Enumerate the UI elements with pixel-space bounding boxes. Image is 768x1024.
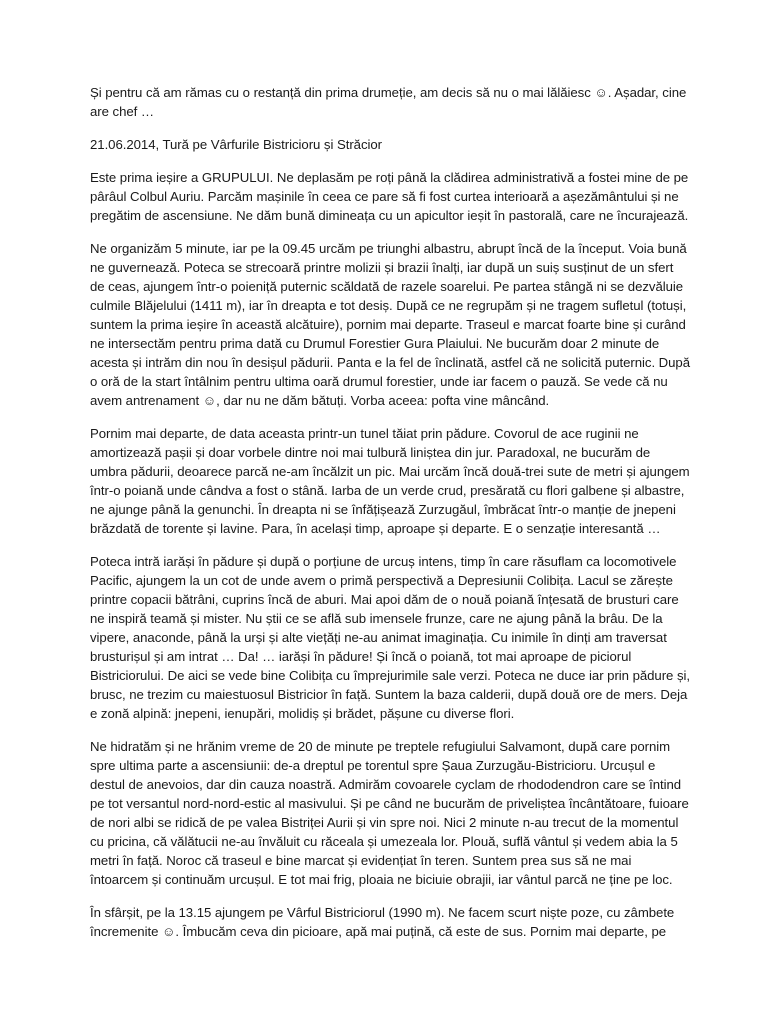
paragraph-ascent: Ne organizăm 5 minute, iar pe la 09.45 urcăm pe triunghi albastru, abrupt încă de la început. Voia bună ne guvernează. Poteca se strecoară printre molizii și brazii înalți, iar după un suiș susținut de un sfert de ceas, ajungem într-o poieniță puternic scăldată de razele soarelui. Pe partea stângă ni se dezvăluie culmile Blăjelului (1411 m), iar în dreapta e tot desiș. După ce ne regrupăm și ne tragem sufletul (totuși, suntem la prima ieșire în această alcătuire), pornim mai departe. Traseul e marcat foarte bine și curând ne intersectăm pentru prima dată cu Drumul Forestier Gura Plaiului. Ne bucurăm doar 2 minute de acesta și intrăm din nou în desișul pădurii. Panta e la fel de înclinată, astfel că ne solicită puternic. După o oră de la start întâlnim pentru ultima oară drumul forestier, unde iar facem o pauză. Se vede că nu avem antrenament ☺, dar nu ne dăm bătuți. Vorba aceea: pofta vine mâncând. [90, 241, 691, 408]
paragraph-salvamont: Ne hidratăm și ne hrănim vreme de 20 de minute pe treptele refugiului Salvamont, după care pornim spre ultima parte a ascensiunii: de-a dreptul pe torentul spre Șaua Zurzugău-Bistricioru. Urcușul e destul de anevoios, dar din cauza noastră. Admirăm covoarele cyclam de rhododendron care se întind pe tot versantul nord-nord-estic al masivului. Și pe când ne bucurăm de priveliștea încântătoare, fuioare de nori albi se ridică de pe valea Bistriței Aurii și vin spre noi. Nici 2 minute n-au trecut de la momentul cu pricina, că vălătucii ne-au învăluit cu răceala și umezeala lor. Plouă, suflă vântul și vedem abia la 5 metri în față. Noroc că traseul e bine marcat și evidențiat în teren. Suntem prea sus să ne mai întoarcem și continuăm urcușul. E tot mai frig, ploaia ne biciuie obrajii, iar vântul parcă ne ține pe loc. [90, 739, 689, 887]
paragraph-colibita: Poteca intră iarăși în pădure și după o porțiune de urcuș intens, timp în care răsuflam ca locomotivele Pacific, ajungem la un cot de unde avem o primă perspectivă a Depresiunii Colibița. Lacul se zărește printre copacii bătrâni, cuprins încă de aburi. Mai apoi dăm de o nouă poiană înțesată de brusturi care ne inspiră teamă și mister. Nu știi ce se află sub imensele frunze, care ne ajung până la brâu. De la vipere, anaconde, până la urși și alte viețăți ne-au animat imaginația. Cu inimile în dinți am traversat brusturișul și am intrat … Da! … iarăși în pădure! Și încă o poiană, tot mai aproape de piciorul Bistriciorului. De aici se vede bine Colibița cu împrejurimile sale verzi. Poteca ne duce iar prin pădure și, brusc, ne trezim cu maiestuosul Bistricior în față. Suntem la baza calderii, după două ore de mers. Deja e zonă alpină: jnepeni, ienupări, molidiș și brădet, pășune cu diverse flori. [90, 554, 690, 721]
document-page [90, 83, 690, 955]
paragraph-tunnel: Pornim mai departe, de data aceasta printr-un tunel tăiat prin pădure. Covorul de ace ruginii ne amortizează pașii și doar vorbele dintre noi mai tulbură liniștea din jur. Paradoxal, ne bucurăm de umbra pădurii, deoarece parcă ne-am încălzit un pic. Mai urcăm încă două-trei sute de metri și ajungem într-o poiană unde cândva a fost o stână. Iarba de un verde crud, presărată cu flori galbene și albastre, ne ajunge până la genunchi. În dreapta ni se înfățișează Zurzugăul, îmbrăcat într-o manție de jnepeni brăzdată de torente și lavine. Para, în același timp, aproape și departe. E o senzație interesantă … [90, 426, 690, 536]
intro-paragraph: Și pentru că am rămas cu o restanță din prima drumeție, am decis să nu o mai lălăiesc ☺. Așadar, cine are chef … [90, 85, 687, 119]
trip-title: 21.06.2014, Tură pe Vârfurile Bistricioru și Străcior [90, 137, 383, 152]
paragraph-summit: În sfârșit, pe la 13.15 ajungem pe Vârful Bistriciorul (1990 m). Ne facem scurt niște poze, cu zâmbete încremenite ☺. Îmbucăm ceva din picioare, apă mai puțină, că este de sus. Pornim mai departe, pe [90, 905, 675, 939]
paragraph-start: Este prima ieșire a GRUPULUI. Ne deplasăm pe roți până la clădirea administrativă a fostei mine de pe pârâul Colbul Auriu. Parcăm mașinile în ceea ce pare să fi fost curtea interioară a așezământului și ne pregătim de ascensiune. Ne dăm bună dimineața cu un apicultor ieșit în pastorală, care ne încurajează. [90, 170, 689, 223]
